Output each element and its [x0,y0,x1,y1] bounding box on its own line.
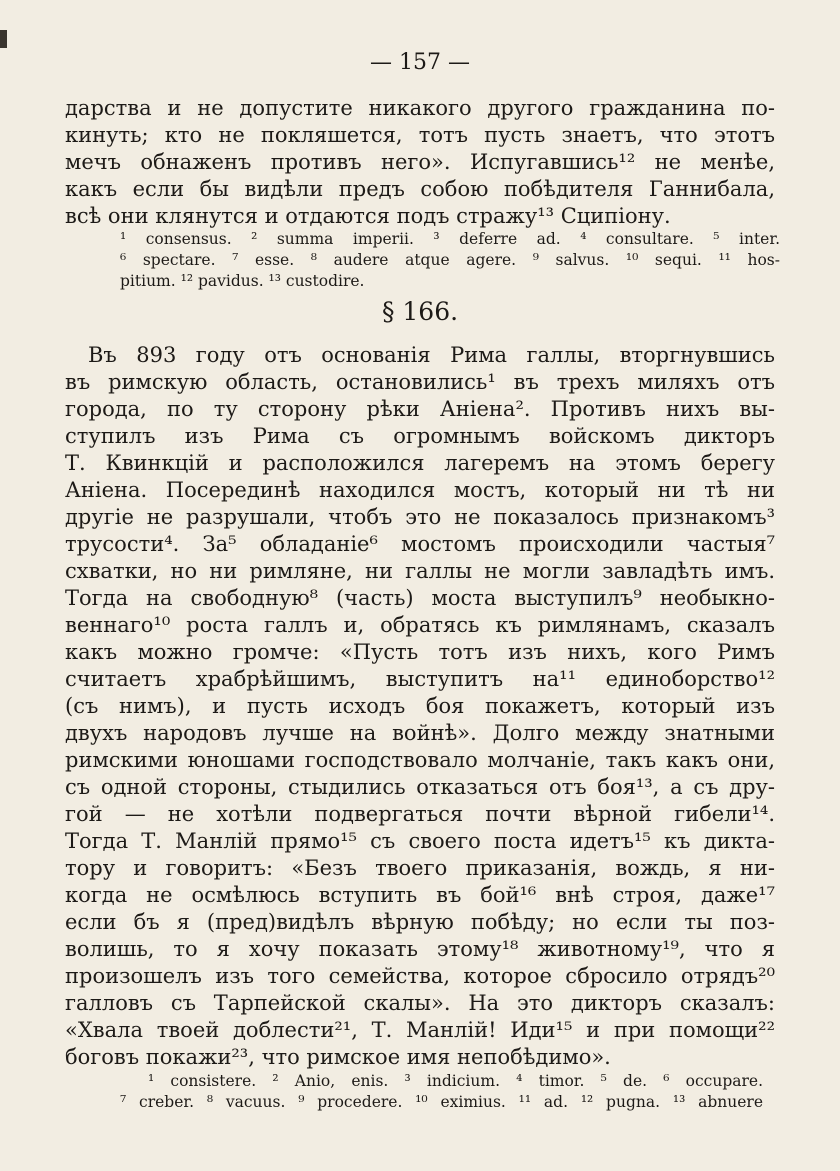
footnote-line: ¹ consistere. ² Anio, enis. ³ indicium. ⁴ timor. ⁵ de. ⁶ occupare. [148,1072,763,1090]
text-line: гой — не хотѣли подвергаться почти вѣрной гибели¹⁴. [65,802,775,826]
text-line: другіе не разрушали, чтобъ это не показалось признакомъ³ [65,505,775,529]
text-line: волишь, то я хочу показать этому¹⁸ животному¹⁹, что я [65,937,775,961]
text-line: «Хвала твоей доблести²¹, Т. Манлій! Иди¹⁵ и при помощи²² [65,1018,775,1042]
text-line: всѣ они клянутся и отдаются подъ стражу¹³ Сципіону. [65,204,671,228]
text-line: веннаго¹⁰ роста галлъ и, обратясь къ римлянамъ, сказалъ [65,613,775,637]
text-line: мечъ обнаженъ противъ него». Испугавшись¹² не менѣе, [65,150,775,174]
text-line: галловъ съ Тарпейской скалы». На это дикторъ сказалъ: [65,991,775,1015]
text-line: ступилъ изъ Рима съ огромнымъ войскомъ дикторъ [65,424,775,448]
text-line: если бъ я (пред)видѣлъ вѣрную побѣду; но если ты поз- [65,910,775,934]
text-line: какъ если бы видѣли предъ собою побѣдителя Ганнибала, [65,177,775,201]
text-line: Т. Квинкцій и расположился лагеремъ на этомъ берегу [65,451,775,475]
footnote-line: ¹ consensus. ² summa imperii. ³ deferre ad. ⁴ consultare. ⁵ inter. [120,230,780,248]
text-line: кинуть; кто не покляшется, тотъ пусть знаетъ, что этотъ [65,123,775,147]
text-line: трусости⁴. За⁵ обладаніе⁶ мостомъ происходили частыя⁷ [65,532,775,556]
footnote-line: ⁶ spectare. ⁷ esse. ⁸ audere atque agere. ⁹ salvus. ¹⁰ sequi. ¹¹ hos- [120,251,780,269]
text-line: Аніена. Посерединѣ находился мостъ, который ни тѣ ни [65,478,775,502]
text-line: схватки, но ни римляне, ни галлы не могли завладѣть имъ. [65,559,775,583]
edge-mark [0,30,7,48]
text-line: Тогда Т. Манлій прямо¹⁵ съ своего поста идетъ¹⁵ къ дикта- [65,829,775,853]
text-line: (съ нимъ), и пусть исходъ боя покажетъ, который изъ [65,694,775,718]
text-line: двухъ народовъ лучше на войнѣ». Долго между знатными [65,721,775,745]
text-line: города, по ту сторону рѣки Аніена². Противъ нихъ вы- [65,397,775,421]
page-number: — 157 — [370,50,470,75]
text-line: Въ 893 году отъ основанія Рима галлы, вторгнувшись [88,343,775,367]
text-line: тору и говоритъ: «Безъ твоего приказанія, вождь, я ни- [65,856,775,880]
text-line: римскими юношами господствовало молчаніе, такъ какъ они, [65,748,775,772]
text-line: съ одной стороны, стыдились отказаться отъ боя¹³, а съ дру- [65,775,775,799]
text-line: боговъ покажи²³, что римское имя непобѣдимо». [65,1045,611,1069]
text-line: считаетъ храбрѣйшимъ, выступитъ на¹¹ единоборство¹² [65,667,775,691]
text-line: произошелъ изъ того семейства, которое сбросило отрядъ²⁰ [65,964,775,988]
text-line: въ римскую область, остановились¹ въ трехъ миляхъ отъ [65,370,775,394]
text-line: когда не осмѣлюсь вступить въ бой¹⁶ внѣ строя, даже¹⁷ [65,883,775,907]
text-line: какъ можно громче: «Пусть тотъ изъ нихъ, кого Римъ [65,640,775,664]
footnote-line: pitium. ¹² pavidus. ¹³ custodire. [120,272,365,290]
section-heading: § 166. [381,297,459,326]
footnote-line: ⁷ creber. ⁸ vacuus. ⁹ procedere. ¹⁰ eximius. ¹¹ ad. ¹² pugna. ¹³ abnuere [120,1093,763,1111]
text-line: Тогда на свободную⁸ (часть) моста выступилъ⁹ необыкно- [65,586,775,610]
text-line: дарства и не допустите никакого другого гражданина по- [65,96,775,120]
